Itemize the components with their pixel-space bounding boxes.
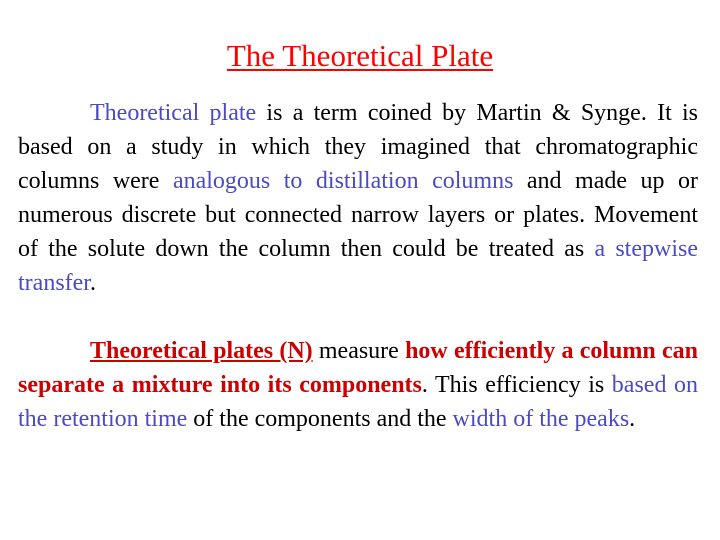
paragraph-text: and made up or numerous discrete but connected narrow layers or plates. Movement of the solute down the column then could be treated as <box>18 168 698 262</box>
paragraph-end: . <box>629 406 636 432</box>
highlight-retention-time: based on the retention time <box>18 372 698 432</box>
paragraph-text: . This efficiency is <box>421 372 612 398</box>
paragraph-text: measure <box>312 338 406 364</box>
emphasis-efficiency: how efficiently a column can separate a mixture into its components <box>18 338 698 398</box>
paragraph-end: . <box>89 270 96 296</box>
term-theoretical-plate: Theoretical plate <box>90 100 257 126</box>
paragraph-text: is a term coined by Martin & Synge. It is based on a study in which they imagined that chromatographic columns were <box>18 100 698 194</box>
highlight-analogy: analogous to distillation columns <box>172 168 514 194</box>
paragraph-efficiency <box>18 334 698 436</box>
slide-title: The Theoretical Plate <box>226 38 494 73</box>
highlight-peak-width: width of the peaks <box>452 406 630 432</box>
term-theoretical-plates-n: Theoretical plates (N) <box>90 338 313 364</box>
paragraph-definition <box>18 96 698 300</box>
highlight-stepwise: a stepwise transfer <box>18 236 698 296</box>
paragraph-text: of the components and the <box>187 406 453 432</box>
